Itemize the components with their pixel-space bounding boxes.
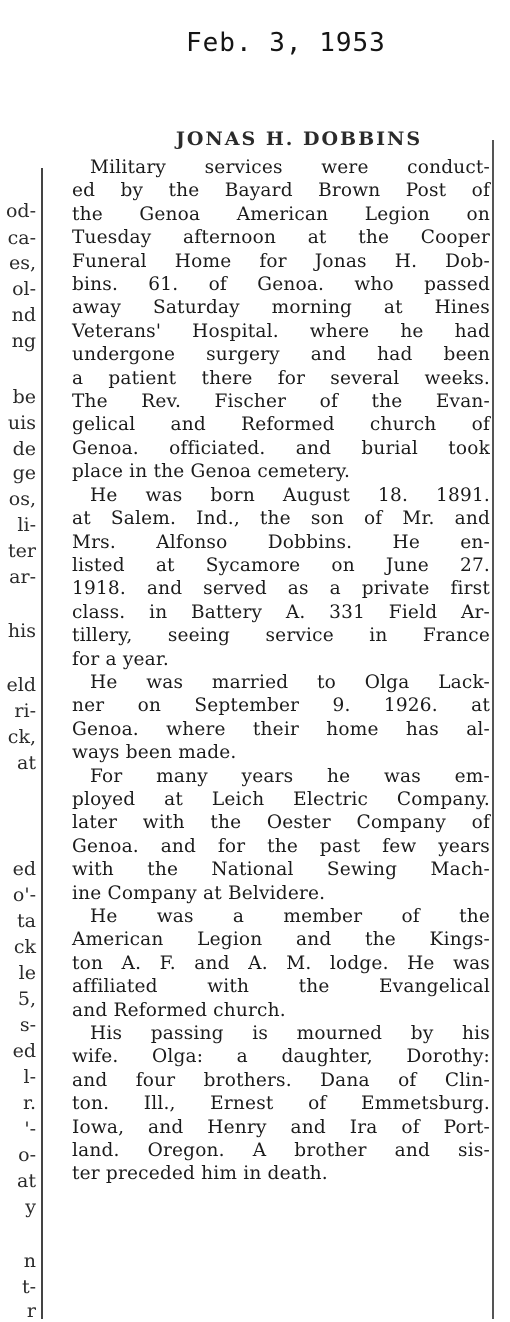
- article-line: Funeral Home for Jonas H. Dob-: [72, 250, 490, 272]
- article-line: wife. Olga: a daughter, Dorothy:: [72, 1046, 490, 1068]
- article-line: Genoa. where their home has al-: [72, 718, 490, 740]
- column-fragment-text: y: [25, 1196, 36, 1218]
- article-line: He was married to Olga Lack-: [90, 671, 490, 693]
- adjacent-column-fragments: [0, 200, 40, 1322]
- column-fragment-text: od-: [5, 200, 36, 222]
- column-fragment-text: ta: [17, 910, 36, 932]
- article-line: He was a member of the: [90, 906, 490, 927]
- article-line: Military services were conduct-: [90, 157, 490, 178]
- article-paragraph: [72, 671, 490, 765]
- column-fragment-text: '-: [24, 1118, 36, 1140]
- column-fragment-text: l-: [23, 1066, 36, 1088]
- clipping-date: Feb. 3, 1953: [186, 28, 386, 58]
- column-rule-left: [41, 168, 43, 1319]
- article-paragraph: [72, 1022, 490, 1186]
- column-fragment-text: his: [7, 620, 36, 642]
- article-line: class. in Battery A. 331 Field Ar-: [72, 601, 490, 623]
- article-paragraph: [72, 905, 490, 1022]
- article-line: listed at Sycamore on June 27.: [72, 554, 490, 576]
- article-line: ton A. F. and A. M. lodge. He was: [72, 952, 490, 974]
- article-line: ine Company at Belvidere.: [72, 882, 326, 904]
- article-line: and Reformed church.: [72, 999, 286, 1021]
- column-fragment-text: be: [12, 386, 36, 408]
- article-line: gelical and Reformed church of: [72, 414, 490, 436]
- column-fragment-text: ter: [8, 540, 36, 562]
- article-line: at Salem. Ind., the son of Mr. and: [72, 508, 490, 530]
- article-body: [72, 156, 490, 1186]
- article-line: Iowa, and Henry and Ira of Port-: [72, 1116, 490, 1138]
- article-paragraph: [72, 156, 490, 484]
- column-fragment-text: s-: [19, 1014, 36, 1036]
- column-fragment-text: ar-: [9, 566, 36, 588]
- article-line: ter preceded him in death.: [72, 1163, 328, 1185]
- column-fragment-text: ge: [12, 462, 36, 484]
- article-line: ployed at Leich Electric Company.: [72, 788, 490, 810]
- article-line: ner on September 9. 1926. at: [72, 695, 490, 717]
- article-line: place in the Genoa cemetery.: [72, 461, 351, 483]
- column-fragment-text: ed: [12, 1040, 36, 1062]
- article-line: ways been made.: [72, 742, 237, 764]
- article-line: later with the Oester Company of: [72, 812, 490, 834]
- article-line: affiliated with the Evangelical: [72, 976, 490, 998]
- column-fragment-text: de: [12, 438, 36, 460]
- column-fragment-text: t-: [21, 1276, 36, 1298]
- column-fragment-text: o-: [18, 1144, 36, 1166]
- article-line: with the National Sewing Mach-: [72, 859, 490, 881]
- article-line: away Saturday morning at Hines: [72, 297, 490, 319]
- column-fragment-text: r.: [22, 1092, 36, 1114]
- column-fragment-text: 5,: [17, 988, 36, 1010]
- column-fragment-text: ck: [13, 936, 36, 958]
- column-fragment-text: eld: [6, 674, 36, 696]
- article-line: bins. 61. of Genoa. who passed: [72, 274, 490, 296]
- column-rule-right: [492, 140, 494, 1319]
- article-line: He was born August 18. 1891.: [90, 484, 490, 506]
- column-fragment-text: o'-: [12, 884, 36, 906]
- column-fragment-text: uis: [7, 412, 36, 434]
- column-fragment-text: ed: [12, 858, 36, 880]
- column-fragment-text: ol-: [12, 278, 36, 300]
- article-line: ed by the Bayard Brown Post of: [72, 180, 490, 202]
- article-line: Veterans' Hospital. where he had: [72, 320, 490, 342]
- article-line: undergone surgery and had been: [72, 344, 490, 366]
- article-line: for a year.: [72, 648, 169, 670]
- column-fragment-text: le: [18, 962, 36, 984]
- article-line: His passing is mourned by his: [90, 1023, 490, 1045]
- column-fragment-text: li-: [17, 514, 36, 536]
- article-line: ton. Ill., Ernest of Emmetsburg.: [72, 1093, 490, 1115]
- article-line: a patient there for several weeks.: [72, 367, 490, 389]
- article-line: For many years he was em-: [90, 765, 490, 787]
- column-fragment-text: ca-: [7, 227, 36, 249]
- obituary-article: [72, 128, 490, 1186]
- article-line: and four brothers. Dana of Clin-: [72, 1069, 490, 1091]
- article-line: Genoa. officiated. and burial took: [72, 437, 490, 459]
- column-fragment-text: at: [17, 1170, 36, 1192]
- column-fragment-text: n: [23, 1250, 36, 1272]
- article-line: Mrs. Alfonso Dobbins. He en-: [72, 531, 490, 553]
- article-line: Tuesday afternoon at the Cooper: [72, 227, 490, 249]
- column-fragment-text: ri-: [14, 700, 36, 722]
- article-paragraph: [72, 484, 490, 671]
- article-paragraph: [72, 765, 490, 905]
- article-line: Genoa. and for the past few years: [72, 835, 490, 857]
- column-fragment-text: es,: [8, 252, 36, 274]
- article-line: tillery, seeing service in France: [72, 625, 490, 647]
- article-line: the Genoa American Legion on: [72, 203, 490, 225]
- article-line: The Rev. Fischer of the Evan-: [72, 391, 490, 413]
- column-fragment-text: ng: [11, 330, 36, 352]
- article-line: 1918. and served as a private first: [72, 578, 490, 600]
- article-line: land. Oregon. A brother and sis-: [72, 1140, 490, 1162]
- article-headline: JONAS H. DOBBINS: [175, 128, 423, 150]
- article-line: American Legion and the Kings-: [72, 929, 490, 951]
- column-fragment-text: ck,: [7, 726, 36, 748]
- column-fragment-text: r: [26, 1300, 36, 1322]
- column-fragment-text: at: [17, 752, 36, 774]
- column-fragment-text: nd: [11, 304, 36, 326]
- column-fragment-text: os,: [8, 488, 36, 510]
